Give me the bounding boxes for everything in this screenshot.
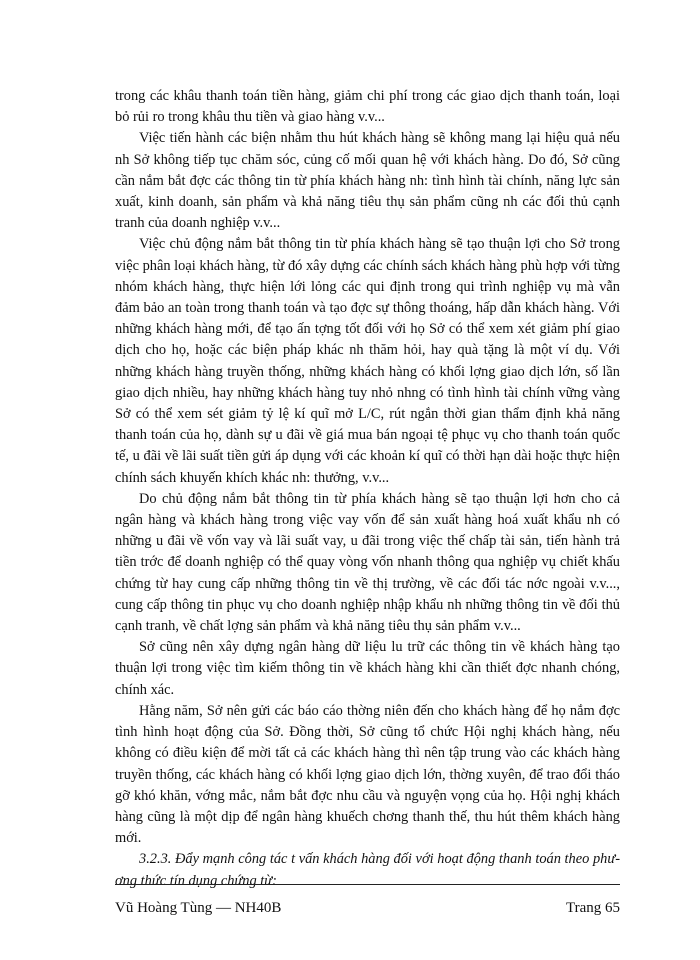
- paragraph: Việc tiến hành các biện nhằm thu hút khách hàng sẽ không mang lại hiệu quả nếu nh Sở không tiếp tục chăm sóc, củng cố mối quan hệ với khách hàng. Do đó, Sở cũng cần nắm bắt đợc các thông tin từ phía khách hàng nh: tình hình tài chính, năng lực sản xuất, kinh doanh, sản phẩm và khả năng tiêu thụ sản phẩm cũng nh các đối thủ cạnh tranh của doanh nghiệp v.v...: [115, 130, 620, 232]
- paragraph: Việc chủ động nắm bắt thông tin từ phía khách hàng sẽ tạo thuận lợi cho Sở trong việc phân loại khách hàng, từ đó xây dựng các chính sách khách hàng phù hợp với từng nhóm khách hàng, thực hiện lới lỏng các qui định trong qui trình nghiệp vụ mà vẫn đảm bảo an toàn trong thanh toán và tạo đợc sự thông thoáng, hấp dẫn khách hàng. Với những khách hàng mới, để tạo ấn tợng tốt đối với họ Sở có thể xem xét giảm phí giao dịch cho họ, hoặc các biện pháp khác nh thăm hỏi, hay quà tặng là một ví dụ. Với những khách hàng truyền thống, những khách hàng có khối lợng giao dịch lớn, số lần giao dịch nhiều, hay những khách hàng tuy nhỏ nhng có tình hình tài chính vững vàng Sở có thể xem sét giảm tỷ lệ kí quĩ mở L/C, rút ngắn thời gian thẩm định khả năng thanh toán của họ, dành sự u đãi về giá mua bán ngoại tệ phục vụ cho thanh toán quốc tế, u đãi về lãi suất tiền gửi áp dụng với các khoản kí quĩ có thời hạn dài hoặc thực hiện chính sách khuyến khích khác nh: thưởng, v.v...: [115, 236, 620, 486]
- paragraph: Sở cũng nên xây dựng ngân hàng dữ liệu lu trữ các thông tin về khách hàng tạo thuận lợi trong việc tìm kiếm thông tin về khách hàng khi cần thiết đợc nhanh chóng, chính xác.: [115, 639, 620, 698]
- page-footer: [115, 884, 620, 931]
- paragraph: Hằng năm, Sở nên gửi các báo cáo thờng niên đến cho khách hàng để họ nắm đợc tình hình hoạt động của Sở. Đồng thời, Sở cũng tổ chức Hội nghị khách hàng, nếu không có điều kiện để mời tất cả các khách hàng thì nên tập trung vào các khách hàng truyền thống, các khách hàng có khối lợng giao dịch lớn, thờng xuyên, để trao đổi tháo gỡ khó khăn, vớng mắc, nắm bắt đợc nhu cầu và nguyện vọng của họ. Hội nghị khách hàng cũng là một dịp để ngân hàng khuếch chơng thanh thế, thu hút thêm khách hàng mới.: [115, 702, 620, 847]
- body-text: [115, 86, 620, 892]
- section-heading: 3.2.3. Đẩy mạnh công tác t vấn khách hàng đối với hoạt động thanh toán theo phương thức tín dụng chứng từ:: [115, 851, 620, 889]
- paragraph: Do chủ động nắm bắt thông tin từ phía khách hàng sẽ tạo thuận lợi hơn cho cả ngân hàng và khách hàng trong việc vay vốn để sản xuất hàng hoá xuất khẩu nh có những u đãi về vốn vay và lãi suất vay, u đãi trong việc thế chấp tài sản, tiến hành trả tiền trớc để doanh nghiệp có thể quay vòng vốn nhanh thông qua nghiệp vụ chiết khấu chứng từ hay cung cấp những thông tin về thị trường, về các đối tác nớc ngoài v.v..., cung cấp thông tin phục vụ cho doanh nghiệp nhập khẩu nh những thông tin về đối thủ cạnh tranh, về chất lợng sản phẩm và khả năng tiêu thụ sản phẩm v.v...: [115, 490, 620, 635]
- footer-author: Vũ Hoàng Tùng — NH40B: [115, 900, 282, 916]
- page-number: Trang 65: [565, 900, 620, 916]
- paragraph-continuation: trong các khâu thanh toán tiền hàng, giảm chi phí trong các giao dịch thanh toán, loại bỏ rủi ro trong khâu thu tiền và giao hàng v.v...: [115, 88, 620, 126]
